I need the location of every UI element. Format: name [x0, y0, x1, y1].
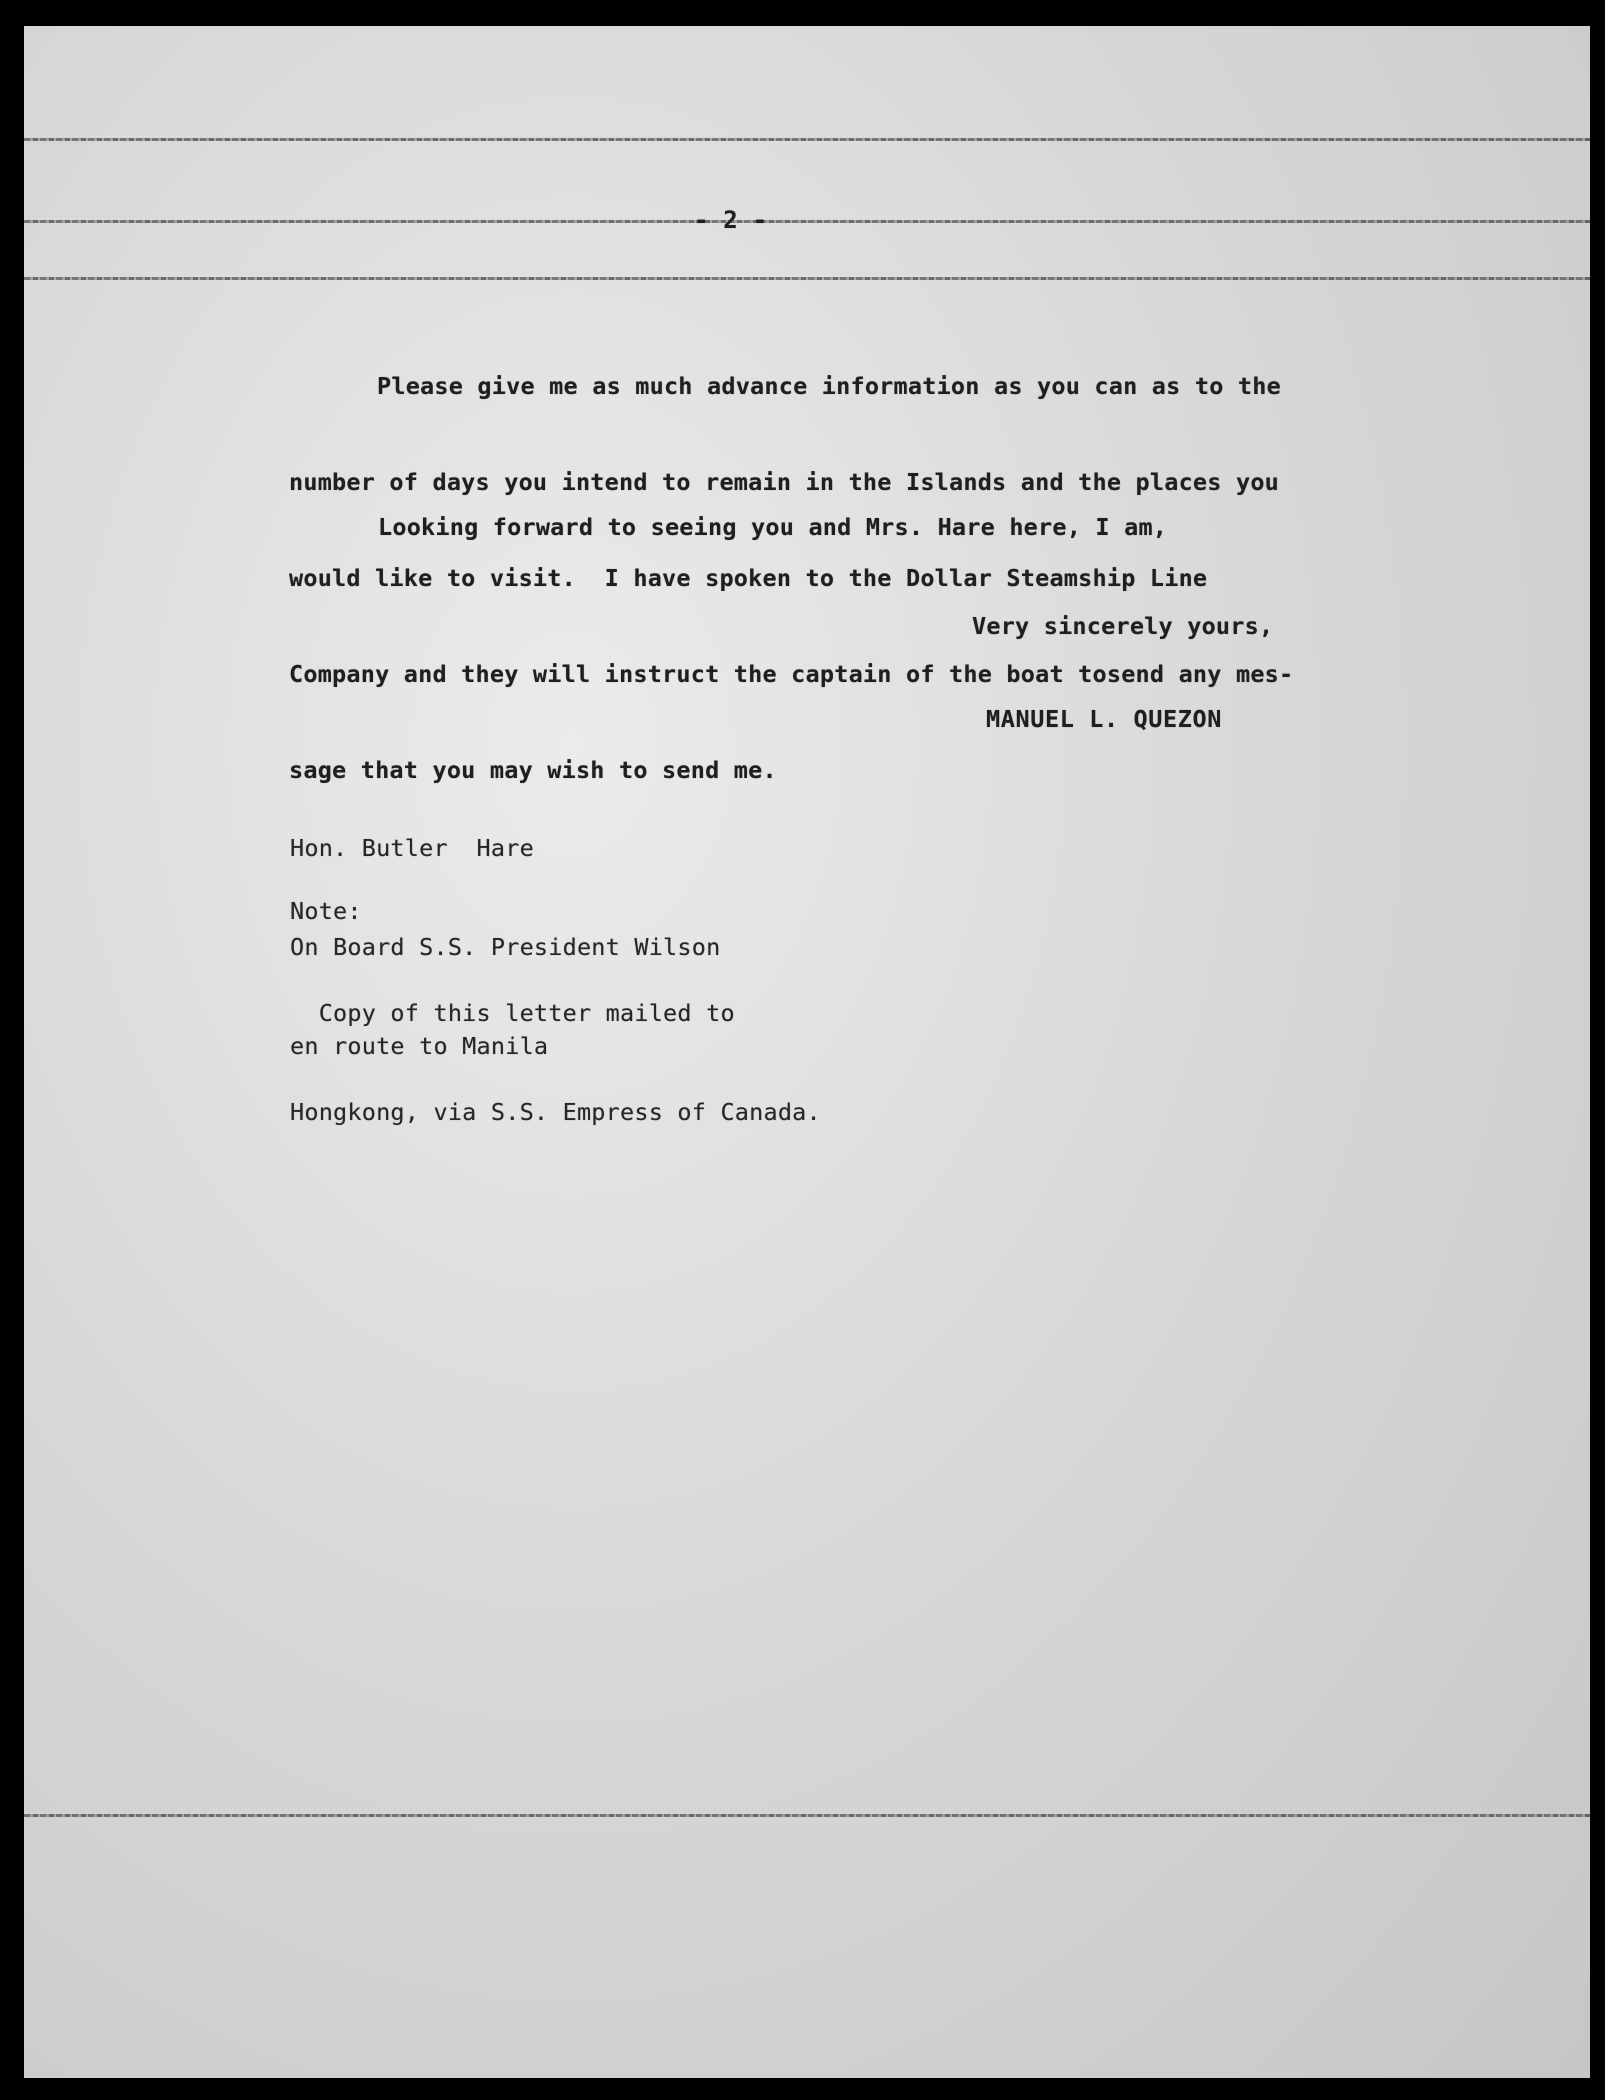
note-line: Copy of this letter mailed to: [290, 999, 735, 1027]
body-line: Please give me as much advance information as you can as to the: [377, 372, 1281, 400]
body-line: number of days you intend to remain in the Islands and the places you: [289, 468, 1280, 496]
bottom-scan-rule: [24, 1814, 1590, 1817]
address-line: Hon. Butler Hare: [290, 834, 534, 862]
body-line: would like to visit. I have spoken to the Dollar Steamship Line: [289, 564, 1208, 592]
closing-line: Looking forward to seeing you and Mrs. Hare here, I am,: [378, 513, 1168, 541]
address-line: en route to Manila: [290, 1032, 549, 1060]
top-scan-rule: [24, 138, 1590, 141]
note-body: [290, 931, 821, 1195]
note-label: Note:: [290, 897, 362, 925]
valediction: Very sincerely yours,: [972, 612, 1274, 640]
address-line: On Board S.S. President Wilson: [290, 933, 721, 961]
document-page: [24, 26, 1590, 2078]
note-line: Hongkong, via S.S. Empress of Canada.: [290, 1098, 821, 1126]
page-number: - 2 -: [694, 206, 768, 234]
header-rule-lower: [24, 277, 1590, 280]
body-line: sage that you may wish to send me.: [289, 756, 777, 784]
header-rule-upper: [24, 220, 1590, 223]
body-line: Company and they will instruct the captain of the boat tosend any mes-: [289, 660, 1294, 688]
signature-name: MANUEL L. QUEZON: [986, 705, 1222, 733]
